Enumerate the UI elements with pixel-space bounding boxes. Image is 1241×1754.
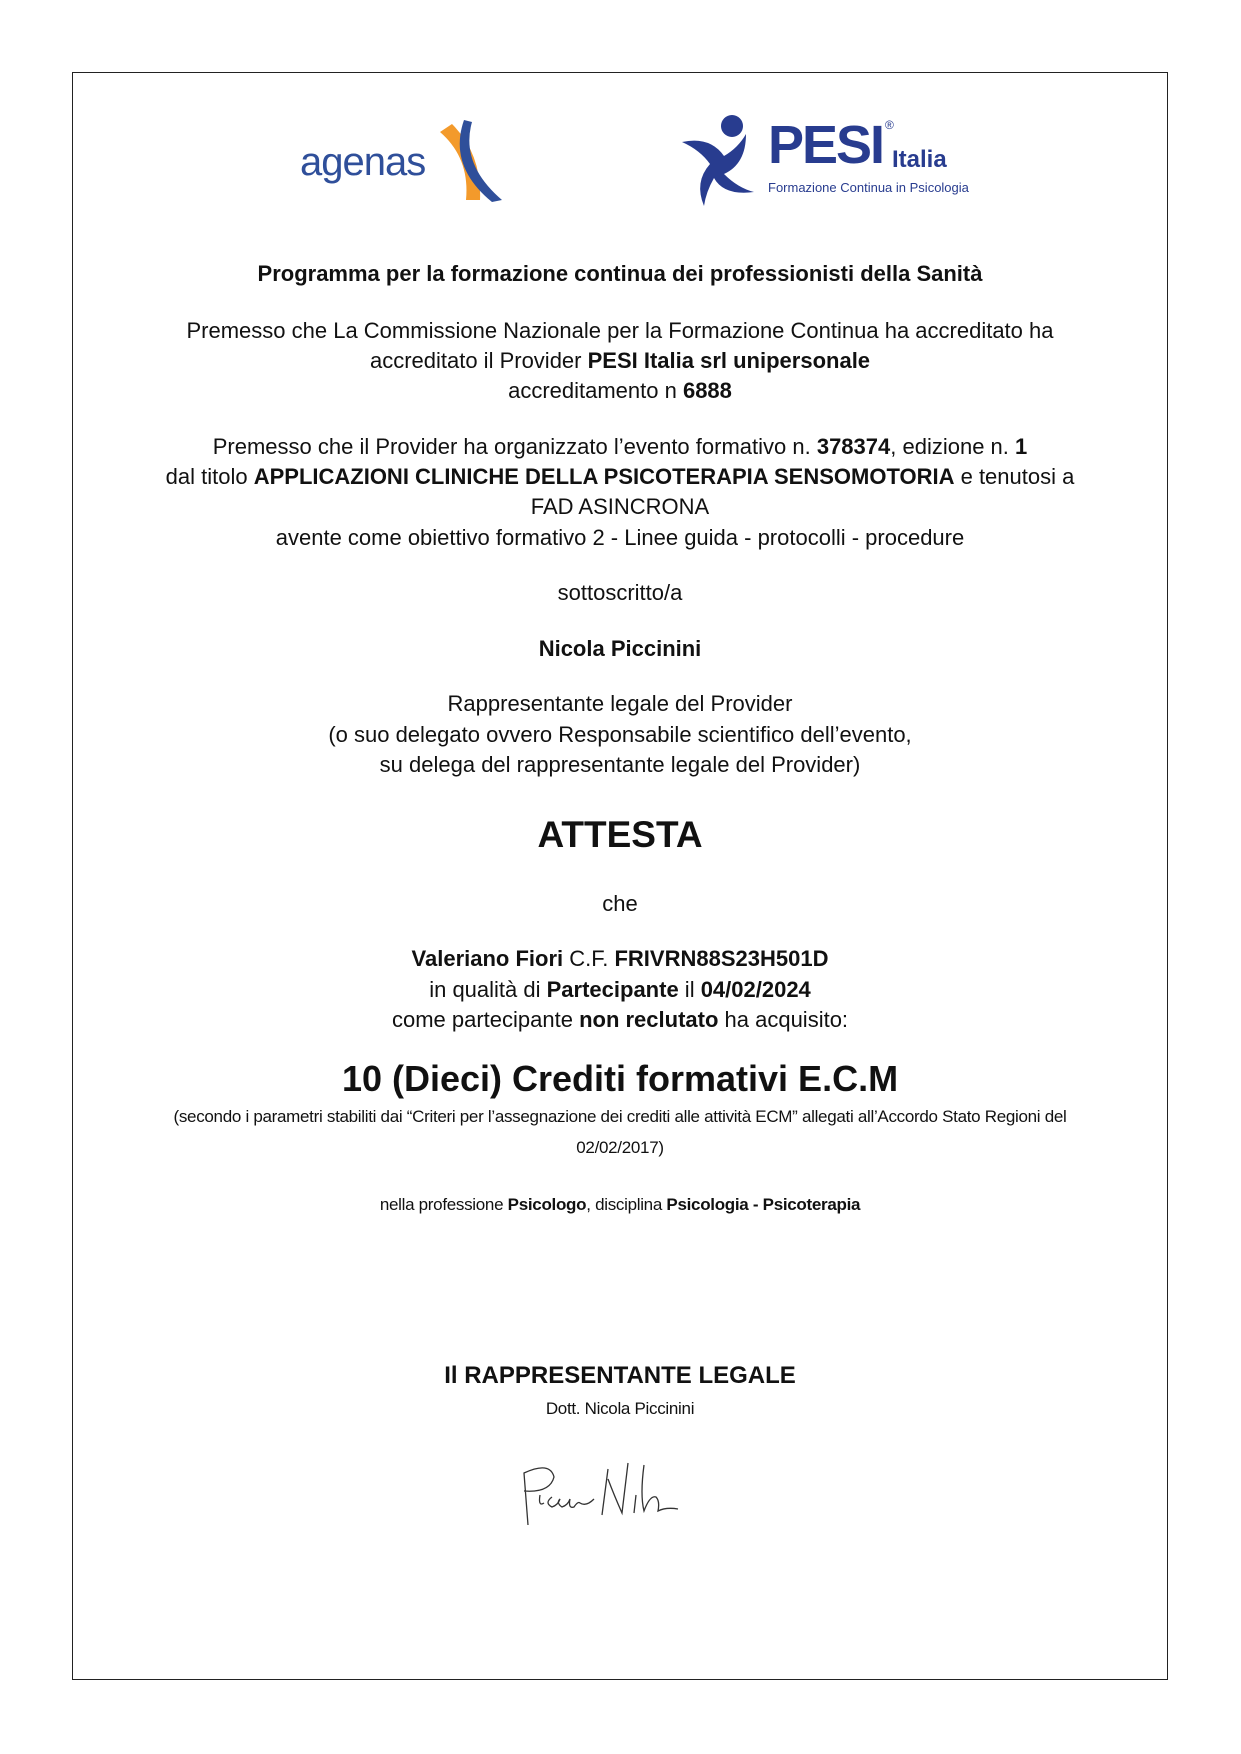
participant-role: Partecipante xyxy=(546,977,679,1002)
legal-representative-name: Dott. Nicola Piccinini xyxy=(545,1399,695,1418)
premise-2-line-2 xyxy=(72,464,1168,490)
agenas-wordmark: agenas xyxy=(300,140,426,184)
participant-line-3 xyxy=(72,1007,1168,1033)
program-title: Programma per la formazione continua dei professionisti della Sanità xyxy=(257,261,983,286)
pesi-figure-icon xyxy=(680,112,770,208)
text: Premesso che il Provider ha organizzato l’evento formativo n. xyxy=(212,434,817,459)
event-number: 378374 xyxy=(816,434,891,459)
attesta-heading: ATTESTA xyxy=(537,814,703,855)
participant-line-1 xyxy=(72,946,1168,972)
text: in qualità di xyxy=(429,977,547,1002)
participant-line-2 xyxy=(72,977,1168,1003)
premise-1-line-2 xyxy=(72,348,1168,374)
edition-number: 1 xyxy=(1015,434,1028,459)
participation-date: 04/02/2024 xyxy=(700,977,811,1002)
event-objective: avente come obiettivo formativo 2 - Linee guida - protocolli - procedure xyxy=(275,525,965,550)
text: , disciplina xyxy=(586,1195,667,1214)
signatory-label: sottoscritto/a xyxy=(557,580,683,605)
profession: Psicologo xyxy=(507,1195,587,1214)
premise-1-line-3 xyxy=(72,378,1168,404)
participant-name: Valeriano Fiori xyxy=(411,946,564,971)
pesi-wordmark: PESI xyxy=(768,115,884,175)
fiscal-code: FRIVRN88S23H501D xyxy=(614,946,829,971)
text: , edizione n. xyxy=(890,434,1015,459)
text: il xyxy=(678,977,701,1002)
text: come partecipante xyxy=(391,1007,580,1032)
criteria-line-2: 02/02/2017) xyxy=(576,1138,664,1157)
certificate-border xyxy=(72,72,1168,1680)
pesi-logo xyxy=(680,112,980,208)
event-mode: FAD ASINCRONA xyxy=(530,494,710,519)
pesi-tagline: Formazione Continua in Psicologia xyxy=(768,180,969,195)
text: C.F. xyxy=(563,946,615,971)
credits-heading: 10 (Dieci) Crediti formativi E.C.M xyxy=(341,1058,899,1099)
role-line-1: Rappresentante legale del Provider xyxy=(447,691,793,716)
text: e tenutosi a xyxy=(954,464,1075,489)
role-line-3: su delega del rappresentante legale del Provider) xyxy=(379,752,861,777)
text: dal titolo xyxy=(165,464,254,489)
legal-representative-heading: Il RAPPRESENTANTE LEGALE xyxy=(444,1362,796,1389)
discipline: Psicologia - Psicoterapia xyxy=(666,1195,861,1214)
premise-1-line-1: Premesso che La Commissione Nazionale per la Formazione Continua ha accreditato ha xyxy=(186,318,1054,343)
text: ha acquisito: xyxy=(718,1007,849,1032)
profession-line xyxy=(72,1195,1168,1215)
pesi-country: Italia xyxy=(892,146,947,173)
text: nella professione xyxy=(379,1195,508,1214)
criteria-line-1: (secondo i parametri stabiliti dai “Criteri per l’assegnazione dei crediti alle attività ECM” allegati all’Accordo Stato Regioni del xyxy=(173,1107,1067,1126)
agenas-x-icon xyxy=(430,118,510,204)
signatory-name: Nicola Piccinini xyxy=(538,636,702,661)
agenas-logo xyxy=(300,118,515,204)
pesi-registered: ® xyxy=(885,118,894,132)
recruitment-status: non reclutato xyxy=(579,1007,719,1032)
provider-name: PESI Italia srl unipersonale xyxy=(587,348,871,373)
text: accreditamento n xyxy=(508,378,683,403)
signature xyxy=(510,1455,750,1535)
role-line-2: (o suo delegato ovvero Responsabile scientifico dell’evento, xyxy=(328,722,912,747)
accreditation-number: 6888 xyxy=(682,378,732,403)
premise-2-line-1 xyxy=(72,434,1168,460)
event-title: APPLICAZIONI CLINICHE DELLA PSICOTERAPIA SENSOMOTORIA xyxy=(253,464,955,489)
che-text: che xyxy=(602,891,638,916)
text: accreditato il Provider xyxy=(369,348,588,373)
